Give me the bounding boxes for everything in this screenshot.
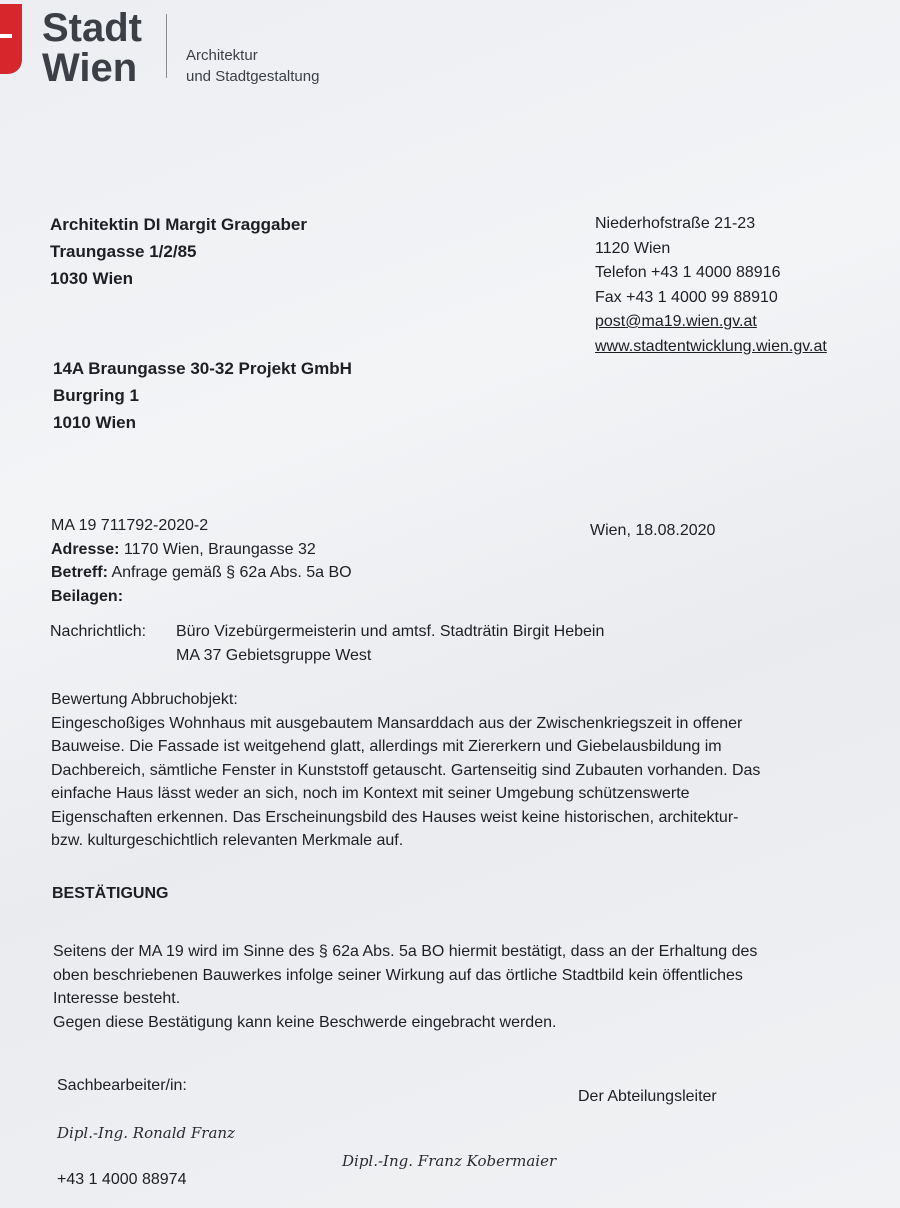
reference-block — [51, 514, 591, 608]
recipient-city: 1010 Wien — [53, 413, 136, 432]
sender-street: Traungasse 1/2/85 — [50, 242, 197, 261]
subject-value: Anfrage gemäß § 62a Abs. 5a BO — [107, 564, 352, 581]
attachments-label: Beilagen: — [51, 587, 124, 605]
clerk-phone: +43 1 4000 88974 — [57, 1171, 187, 1188]
office-email-link[interactable]: post@ma19.wien.gv.at — [595, 313, 757, 330]
reference-address — [51, 538, 591, 562]
assessment-line: einfache Haus lässt weder an sich, noch im Kontext mit seiner Umgebung schützenswerte — [51, 785, 690, 802]
cc-line-2: MA 37 Gebietsgruppe West — [176, 646, 372, 664]
logo-word-wien: Wien — [42, 46, 138, 90]
assessment-heading: Bewertung Abbruchobjekt: — [51, 691, 238, 708]
confirmation-line: Seitens der MA 19 wird im Sinne des § 62a Abs. 5a BO hiermit bestätigt, dass an der Erhaltung des — [53, 943, 758, 960]
confirmation-line: oben beschriebenen Bauwerkes infolge seiner Wirkung auf das örtliche Stadtbild kein öffentliches — [53, 966, 743, 984]
reference-subject — [51, 561, 591, 585]
vienna-coat-of-arms-icon — [0, 4, 22, 74]
office-contact — [595, 212, 827, 359]
subject-label: Betreff: — [51, 564, 108, 581]
logo-dept-line1: Architektur — [186, 47, 258, 64]
recipient-company: 14A Braungasse 30-32 Projekt GmbH — [53, 359, 352, 378]
cc-line-1: Büro Vizebürgermeisterin und amtsf. Stadträtin Birgit Hebein — [176, 623, 605, 640]
letter-date: Wien, 18.08.2020 — [590, 522, 716, 539]
assessment-line: Bauweise. Die Fassade ist weitgehend glatt, allerdings mit Ziererkern und Giebelausbildung im — [51, 738, 722, 755]
assessment-section — [51, 688, 881, 853]
confirmation-heading: BESTÄTIGUNG — [52, 885, 169, 902]
address-label: Adresse: — [51, 540, 120, 558]
sender-address — [50, 211, 307, 292]
logo-divider — [166, 14, 167, 78]
assessment-line: Eingeschoßiges Wohnhaus mit ausgebautem Mansarddach aus der Zwischenkriegszeit in offener — [51, 714, 743, 732]
office-phone: Telefon +43 1 4000 88916 — [595, 264, 781, 281]
cc-label: Nachrichtlich: — [50, 623, 147, 640]
confirmation-line: Gegen diese Bestätigung kann keine Beschwerde eingebracht werden. — [53, 1013, 557, 1031]
recipient-address — [53, 355, 352, 436]
sender-city: 1030 Wien — [50, 269, 133, 288]
office-city: 1120 Wien — [595, 239, 671, 257]
cc-recipients — [176, 620, 604, 667]
confirmation-section — [53, 940, 883, 1034]
confirmation-line: Interesse besteht. — [53, 990, 181, 1007]
sender-name: Architektin DI Margit Graggaber — [50, 215, 307, 234]
assessment-line: Eigenschaften erkennen. Das Erscheinungsbild des Hauses weist keine historischen, architektur- — [51, 808, 739, 826]
logo-word-stadt: Stadt — [42, 6, 142, 50]
logo-dept-line2: und Stadtgestaltung — [186, 68, 320, 85]
recipient-street: Burgring 1 — [53, 386, 139, 405]
assessment-line: bzw. kulturgeschichtlich relevanten Merkmale auf. — [51, 832, 404, 849]
office-fax: Fax +43 1 4000 99 88910 — [595, 288, 778, 306]
head-label: Der Abteilungsleiter — [578, 1088, 717, 1105]
reference-number: MA 19 711792-2020-2 — [51, 517, 209, 534]
clerk-label: Sachbearbeiter/in: — [57, 1077, 187, 1094]
office-web-link[interactable]: www.stadtentwicklung.wien.gv.at — [595, 337, 827, 355]
office-street: Niederhofstraße 21-23 — [595, 215, 756, 232]
address-value: 1170 Wien, Braungasse 32 — [119, 540, 316, 558]
assessment-line: Dachbereich, sämtliche Fenster in Kunststoff getauscht. Gartenseitig sind Zubauten vorhanden. Das — [51, 761, 761, 779]
clerk-name: Dipl.-Ing. Ronald Franz — [57, 1124, 235, 1142]
head-name: Dipl.-Ing. Franz Kobermaier — [342, 1152, 557, 1170]
